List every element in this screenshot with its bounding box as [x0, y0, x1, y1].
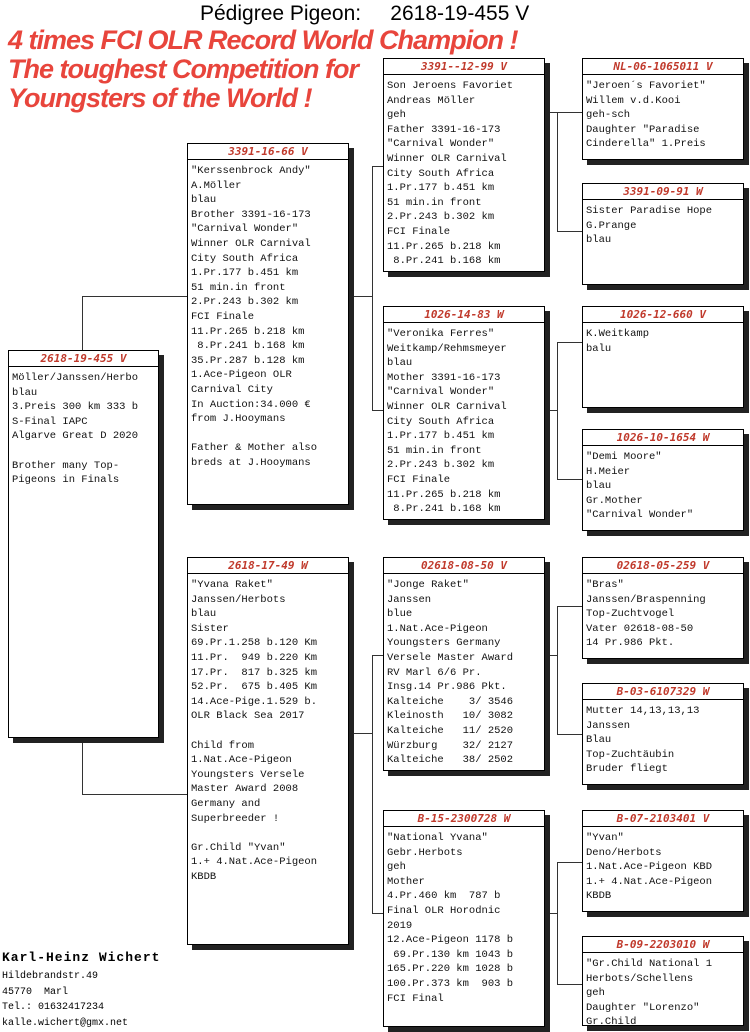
detail-line: Mother — [387, 875, 425, 888]
detail-line: 11.Pr.265 b.218 km — [191, 325, 305, 338]
detail-line: geh — [586, 987, 605, 1000]
connector-line — [557, 862, 583, 863]
connector-line — [557, 342, 583, 343]
detail-line: Top-Zuchtäubin — [586, 748, 675, 761]
detail-line: Bruder fliegt — [586, 763, 668, 776]
pigeon-details — [583, 827, 743, 904]
pigeon-details — [583, 574, 743, 651]
detail-line: Deno/Herbots — [586, 846, 662, 859]
detail-line: 11.Pr.265 b.218 km — [387, 488, 501, 501]
slogan-line-1: 4 times FCI OLR Record World Champion ! — [8, 25, 518, 55]
detail-line: Daughter "Paradise — [586, 123, 700, 136]
pedigree-box-sire-dam-sire — [582, 306, 744, 408]
detail-line: 17.Pr. 817 b.325 km — [191, 666, 318, 679]
ring-number: 02618-08-50 V — [384, 558, 544, 574]
pedigree-box-dam-dam — [383, 810, 545, 1027]
detail-line: 4.Pr.460 km 787 b — [387, 890, 501, 903]
pedigree-box-dam-dam-sire — [582, 810, 744, 912]
detail-line: 51 min.in front — [387, 444, 482, 457]
detail-line: Möller/Janssen/Herbo — [12, 372, 139, 384]
detail-line: balu — [586, 342, 612, 355]
detail-line: 1.Ace-Pigeon OLR — [191, 369, 292, 382]
connector-line — [557, 231, 583, 232]
detail-line: Master Award 2008 — [191, 783, 299, 796]
detail-line: blau — [586, 480, 612, 493]
detail-line: "Jonge Raket" — [387, 579, 469, 591]
ring-number: B-03-6107329 W — [583, 684, 743, 700]
detail-line: Andreas Möller — [387, 94, 476, 107]
detail-line: 1.Nat.Ace-Pigeon — [191, 754, 292, 767]
detail-line: 35.Pr.287 b.128 km — [191, 354, 305, 367]
pedigree-box-sire-dam — [383, 306, 545, 520]
detail-line: Versele Master Award — [387, 651, 514, 664]
detail-line: 2.Pr.243 b.302 km — [387, 211, 495, 224]
connector-line — [82, 296, 83, 351]
detail-line: 3.Preis 300 km 333 b — [12, 401, 139, 414]
detail-line: Gr.Child "Yvan" — [191, 841, 286, 854]
detail-line: OLR Black Sea 2017 — [191, 710, 305, 723]
detail-line — [12, 444, 158, 459]
detail-line: Son Jeroens Favoriet — [387, 80, 514, 92]
detail-line: Janssen/Braspenning — [586, 593, 706, 606]
detail-line: 1.Nat.Ace-Pigeon KBD — [586, 861, 713, 874]
detail-line: RV Marl 6/6 Pr. — [387, 666, 482, 679]
detail-line: Mother 3391-16-173 — [387, 371, 501, 384]
detail-line: Insg.14 Pr.986 Pkt. — [387, 681, 507, 694]
detail-line: Sister — [191, 622, 229, 635]
pedigree-box-sire-sire-sire — [582, 58, 744, 160]
pedigree-box-father — [187, 143, 349, 505]
pedigree-box-sire-dam-dam — [582, 429, 744, 531]
detail-line: Father 3391-16-173 — [387, 123, 501, 136]
pedigree-box-subject — [8, 350, 159, 738]
detail-line: 1.Nat.Ace-Pigeon — [387, 622, 488, 635]
detail-line: 12.Ace-Pigeon 1178 b — [387, 934, 514, 947]
pigeon-details — [583, 700, 743, 777]
detail-line: Janssen — [586, 719, 631, 732]
detail-line: Superbreeder ! — [191, 812, 280, 825]
ring-number: 3391--12-99 V — [384, 59, 544, 75]
detail-line: Weitkamp/Rehmsmeyer — [387, 342, 507, 355]
detail-line: FCI Final — [387, 992, 444, 1005]
detail-line: "Yvana Raket" — [191, 579, 273, 591]
detail-line: geh-sch — [586, 109, 631, 122]
detail-line: breds at J.Hooymans — [191, 456, 311, 469]
connector-line — [545, 112, 557, 113]
detail-line: Germany and — [191, 797, 261, 810]
pedigree-box-dam-sire — [383, 557, 545, 771]
detail-line: geh — [387, 109, 406, 122]
detail-line: Janssen — [387, 593, 432, 606]
detail-line: 11.Pr.265 b.218 km — [387, 240, 501, 253]
pigeon-details — [583, 953, 743, 1030]
detail-line: City South Africa — [191, 252, 299, 265]
connector-line — [372, 655, 373, 913]
detail-line: In Auction:34.000 € — [191, 398, 311, 411]
detail-line: Pigeons in Finals — [12, 474, 120, 487]
ring-number: 2618-17-49 W — [188, 558, 348, 574]
breeder-email[interactable]: kalle.wichert@gmx.net — [2, 1017, 129, 1029]
connector-line — [348, 733, 372, 734]
detail-line: blue — [387, 608, 413, 621]
breeder-info — [2, 950, 160, 1031]
detail-line: 8.Pr.241 b.168 km — [387, 503, 501, 516]
detail-line: from J.Hooymans — [191, 413, 286, 426]
pigeon-details — [9, 367, 158, 488]
detail-line: K.Weitkamp — [586, 328, 650, 340]
detail-line: 1.Pr.177 b.451 km — [191, 267, 299, 280]
detail-line: "Veronika Ferres" — [387, 328, 495, 340]
detail-line: Cinderella" 1.Preis — [586, 138, 706, 151]
detail-line: 1.+ 4.Nat.Ace-Pigeon — [586, 875, 713, 888]
detail-line: Kleinosth 10/ 3082 — [387, 710, 514, 723]
ring-number: B-15-2300728 W — [384, 811, 544, 827]
detail-line: 1.Pr.177 b.451 km — [387, 430, 495, 443]
connector-line — [557, 606, 558, 734]
ring-number: 3391-16-66 V — [188, 144, 348, 160]
pigeon-details — [583, 200, 743, 248]
connector-line — [82, 296, 188, 297]
ring-number: 1026-12-660 V — [583, 307, 743, 323]
detail-line: Vater 02618-08-50 — [586, 622, 694, 635]
connector-line — [545, 410, 557, 411]
detail-line: 69.Pr.130 km 1043 b — [387, 948, 514, 961]
connector-line — [82, 794, 188, 795]
detail-line: Kalteiche 38/ 2502 — [387, 754, 514, 767]
detail-line: Winner OLR Carnival — [191, 237, 311, 250]
detail-line: Würzburg 32/ 2127 — [387, 739, 514, 752]
detail-line: 2019 — [387, 919, 413, 932]
detail-line: Carnival City — [191, 383, 273, 396]
slogan-line-2: The toughest Competition for — [8, 54, 358, 84]
detail-line: FCI Finale — [387, 473, 451, 486]
connector-line — [545, 913, 557, 914]
detail-line: 51 min.in front — [387, 196, 482, 209]
detail-line: Mutter 14,13,13,13 — [586, 705, 700, 717]
pigeon-details — [384, 827, 544, 1006]
detail-line: blau — [12, 386, 38, 399]
detail-line: "Gr.Child National 1 — [586, 958, 713, 970]
detail-line: Blau — [586, 734, 612, 747]
ring-number: 1026-14-83 W — [384, 307, 544, 323]
detail-line: Algarve Great D 2020 — [12, 430, 139, 443]
breeder-street: Hildebrandstr.49 — [2, 971, 99, 982]
detail-line: Final OLR Horodnic — [387, 904, 501, 917]
detail-line: S-Final IAPC — [12, 415, 88, 428]
page-title: Pédigree Pigeon: 2618-19-455 V — [200, 2, 530, 25]
detail-line: "Demi Moore" — [586, 451, 662, 463]
detail-line: Father & Mother also — [191, 442, 318, 455]
connector-line — [557, 862, 558, 984]
pedigree-box-dam-sire-sire — [582, 557, 744, 659]
detail-line: "Carnival Wonder" — [586, 509, 694, 522]
detail-line: A.Möller — [191, 179, 242, 192]
detail-line: "Yvan" — [586, 832, 624, 844]
detail-line: 2.Pr.243 b.302 km — [387, 459, 495, 472]
detail-line: 14 Pr.986 Pkt. — [586, 637, 675, 650]
detail-line: Top-Zuchtvogel — [586, 608, 675, 621]
detail-line: 8.Pr.241 b.168 km — [387, 255, 501, 268]
detail-line: blau — [586, 234, 612, 247]
detail-line: Gr.Mother — [586, 494, 643, 507]
ring-number: 02618-05-259 V — [583, 558, 743, 574]
pedigree-box-sire-sire-dam — [582, 183, 744, 285]
detail-line: Gebr.Herbots — [387, 846, 463, 859]
pigeon-details — [188, 574, 348, 884]
detail-line: 1.+ 4.Nat.Ace-Pigeon — [191, 856, 318, 869]
connector-line — [82, 736, 83, 794]
detail-line: Kalteiche 11/ 2520 — [387, 724, 514, 737]
connector-line — [557, 479, 583, 480]
connector-line — [348, 296, 372, 297]
detail-line: "Carnival Wonder" — [387, 138, 495, 151]
pigeon-details — [384, 574, 544, 768]
connector-line — [545, 655, 557, 656]
ring-number: 3391-09-91 W — [583, 184, 743, 200]
pigeon-details — [583, 446, 743, 523]
detail-line: Willem v.d.Kooi — [586, 94, 681, 107]
ring-number: 2618-19-455 V — [9, 351, 158, 367]
detail-line: blau — [191, 608, 217, 621]
connector-line — [557, 606, 583, 607]
ring-number: 1026-10-1654 W — [583, 430, 743, 446]
detail-line: City South Africa — [387, 415, 495, 428]
detail-line: geh — [387, 861, 406, 874]
connector-line — [557, 112, 558, 231]
connector-line — [557, 984, 583, 985]
connector-line — [557, 112, 583, 113]
detail-line: "Carnival Wonder" — [387, 386, 495, 399]
pedigree-box-mother — [187, 557, 349, 945]
connector-line — [557, 734, 583, 735]
detail-line: Winner OLR Carnival — [387, 400, 507, 413]
detail-line: Janssen/Herbots — [191, 593, 286, 606]
detail-line: 69.Pr.1.258 b.120 Km — [191, 637, 318, 650]
detail-line: Youngsters Versele — [191, 768, 305, 781]
detail-line: Kalteiche 3/ 3546 — [387, 695, 514, 708]
detail-line: 165.Pr.220 km 1028 b — [387, 963, 514, 976]
detail-line: Gr.Child — [586, 1016, 637, 1029]
detail-line: Sister Paradise Hope — [586, 205, 713, 217]
detail-line: "Kerssenbrock Andy" — [191, 165, 311, 177]
detail-line: "Carnival Wonder" — [191, 223, 299, 236]
detail-line: Daughter "Lorenzo" — [586, 1001, 700, 1014]
breeder-name: Karl-Heinz Wichert — [2, 950, 161, 965]
detail-line: FCI Finale — [191, 310, 255, 323]
pigeon-details — [384, 75, 544, 269]
detail-line: 1.Pr.177 b.451 km — [387, 182, 495, 195]
detail-line: Herbots/Schellens — [586, 972, 694, 985]
detail-line: 51 min.in front — [191, 281, 286, 294]
detail-line: "Bras" — [586, 579, 624, 591]
pedigree-box-dam-dam-dam — [582, 936, 744, 1029]
pigeon-details — [583, 75, 743, 152]
detail-line — [191, 826, 348, 841]
detail-line: 14.Ace-Pige.1.529 b. — [191, 695, 318, 708]
ring-number: B-09-2203010 W — [583, 937, 743, 953]
pigeon-details — [583, 323, 743, 356]
breeder-phone: Tel.: 01632417234 — [2, 1002, 105, 1013]
detail-line: blau — [387, 357, 413, 370]
pigeon-details — [384, 323, 544, 517]
detail-line: 2.Pr.243 b.302 km — [191, 296, 299, 309]
pedigree-box-sire-sire — [383, 58, 545, 272]
detail-line: blau — [191, 194, 217, 207]
detail-line — [191, 427, 348, 442]
breeder-city: 45770 Marl — [2, 986, 69, 998]
ring-number: B-07-2103401 V — [583, 811, 743, 827]
detail-line: Winner OLR Carnival — [387, 152, 507, 165]
detail-line: Brother 3391-16-173 — [191, 208, 311, 221]
detail-line: KBDB — [586, 890, 612, 903]
detail-line: "National Yvana" — [387, 832, 488, 844]
detail-line: H.Meier — [586, 465, 631, 478]
detail-line: KBDB — [191, 870, 217, 883]
detail-line: City South Africa — [387, 167, 495, 180]
detail-line: "Jeroen´s Favoriet" — [586, 80, 706, 92]
detail-line: 52.Pr. 675 b.405 Km — [191, 681, 318, 694]
detail-line: FCI Finale — [387, 225, 451, 238]
detail-line: Child from — [191, 739, 255, 752]
pedigree-box-dam-sire-dam — [582, 683, 744, 785]
connector-line — [372, 166, 373, 410]
detail-line: 8.Pr.241 b.168 km — [191, 340, 305, 353]
detail-line — [191, 724, 348, 739]
connector-line — [557, 342, 558, 479]
pigeon-details — [188, 160, 348, 470]
detail-line: 100.Pr.373 km 903 b — [387, 977, 514, 990]
detail-line: Brother many Top- — [12, 459, 120, 472]
slogan-line-3: Youngsters of the World ! — [8, 83, 312, 113]
ring-number: NL-06-1065011 V — [583, 59, 743, 75]
detail-line: 11.Pr. 949 b.220 Km — [191, 651, 318, 664]
detail-line: G.Prange — [586, 219, 637, 232]
detail-line: Youngsters Germany — [387, 637, 501, 650]
